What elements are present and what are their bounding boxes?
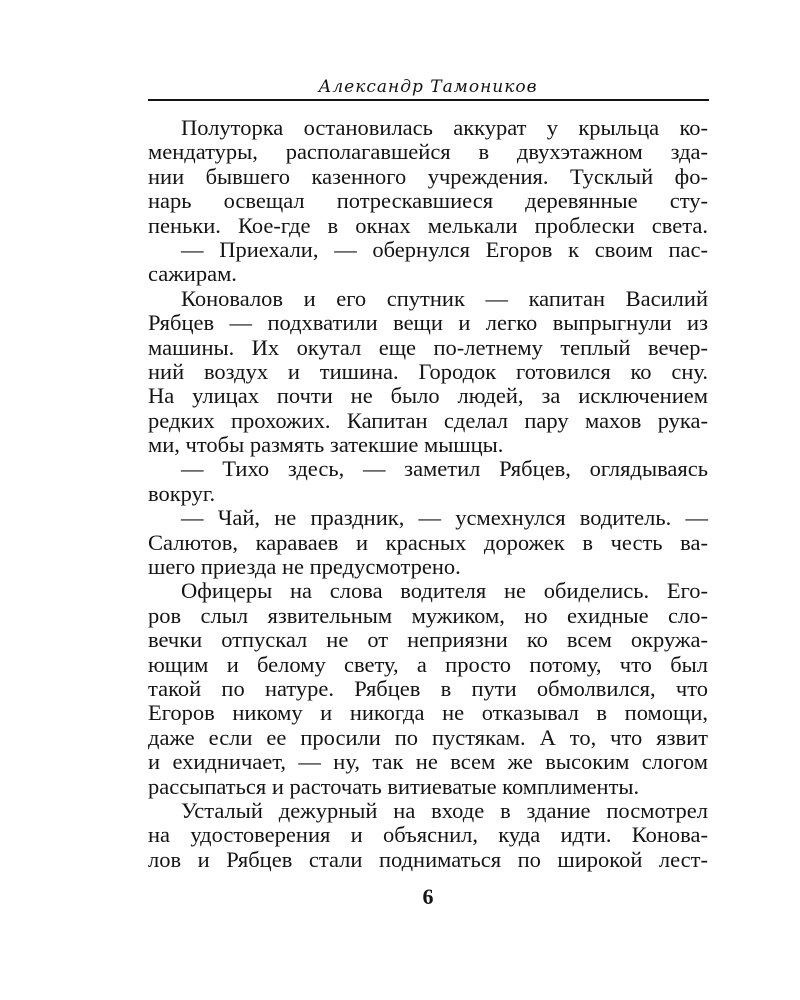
text-line: редких прохожих. Капитан сделал пару махов рука- [148,407,708,433]
text-line: вечки отпускал не от неприязни ко всем окружа- [148,627,708,653]
text-line: Усталый дежурный на входе в здание посмотрел [181,797,708,823]
text-line: лов и Рябцев стали подниматься по широкой лест- [148,846,708,872]
text-line: нии бывшего казенного учреждения. Тусклый фо- [148,163,708,189]
text-line: мендатуры, располагавшейся в двухэтажном зда- [148,139,708,165]
text-line: шего приезда не предусмотрено. [148,554,461,580]
text-line: На улицах почти не было людей, за исключением [148,383,708,409]
body-text [148,116,708,872]
running-head-author: Александр Тамоников [318,77,538,97]
text-line: — Приехали, — обернулся Егоров к своим пас- [181,236,708,262]
text-line: — Чай, не праздник, — усмехнулся водитель. — [181,505,708,531]
text-line: Егоров никому и никогда не отказывал в помощи, [148,700,708,726]
text-line: Офицеры на слова водителя не обиделись. Его- [181,578,708,604]
text-line: вокруг. [148,480,216,506]
text-line: Рябцев — подхватили вещи и легко выпрыгнули из [148,310,708,336]
text-line: и ехидничает, — ну, так не всем же высоким слогом [148,749,708,775]
text-line: рассыпаться и расточать витиеватые комплименты. [148,773,640,799]
text-line: машины. Их окутал еще по-летнему теплый вечер- [148,334,708,360]
text-line: сажирам. [148,261,237,287]
text-line: — Тихо здесь, — заметил Рябцев, оглядываясь [181,456,708,482]
text-line: ми, чтобы размять затекшие мышцы. [148,432,504,458]
text-line: Полуторка остановилась аккурат у крыльца ко- [181,115,708,140]
header-rule [148,99,709,101]
text-line: нарь освещал потрескавшиеся деревянные сту- [148,188,708,214]
text-line: такой по натуре. Рябцев в пути обмолвился, что [148,675,708,701]
text-line: даже если ее просили по пустякам. А то, что язвит [148,724,708,750]
text-line: ний воздух и тишина. Городок готовился ко сну. [148,358,708,384]
text-line: на удостоверения и объяснил, куда идти. Конова- [148,822,708,848]
text-line: Коновалов и его спутник — капитан Василий [181,285,708,311]
text-line: пеньки. Кое-где в окнах мелькали проблески света. [148,212,708,238]
text-line: ров слыл язвительным мужиком, но ехидные сло- [148,602,708,628]
text-line: ющим и белому свету, а просто потому, что был [148,651,708,677]
page-number: 6 [422,884,434,909]
text-line: Салютов, караваев и красных дорожек в честь ва- [148,529,708,555]
